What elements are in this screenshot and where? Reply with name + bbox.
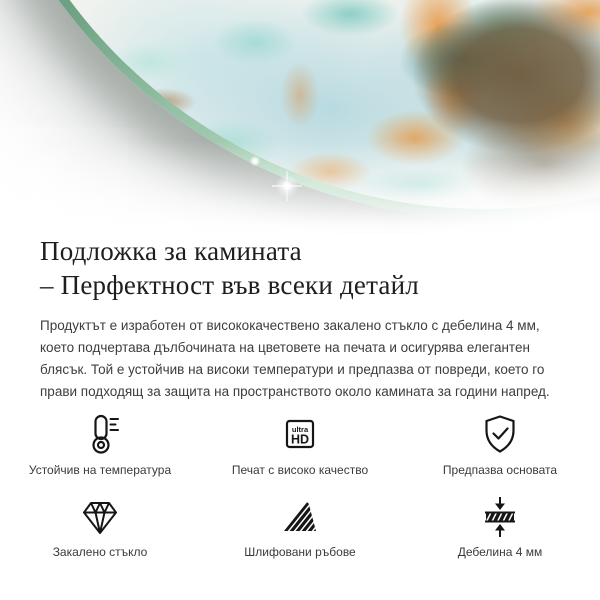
page-title-line1: Подложка за камината <box>40 236 302 266</box>
diamond-icon <box>78 494 122 538</box>
feature-temperature <box>0 412 200 477</box>
feature-tempered-glass <box>0 494 200 559</box>
thermometer-icon <box>78 412 122 456</box>
feature-thickness <box>400 494 600 559</box>
feature-label: Закалено стъкло <box>52 545 148 559</box>
svg-text:ultra: ultra <box>291 425 309 434</box>
feature-label: Шлифовани ръбове <box>244 545 356 559</box>
feature-print-quality <box>200 412 400 477</box>
sparkle-icon <box>249 155 261 167</box>
product-description: Продуктът е изработен от висококачествено закалено стъкло с дебелина 4 мм, което подчертава дълбочината на цветовете на печата и осигурява елегантен блясък. Той е устойчив на високи температури и предпазва от повреди, което го прави подходящ за защита на пространството около камината за години напред. <box>40 318 550 399</box>
sparkle-icon <box>272 171 302 201</box>
shield-check-icon <box>478 412 522 456</box>
feature-label: Печат с високо качество <box>231 463 369 477</box>
polished-edges-icon <box>278 494 322 538</box>
ultra-hd-icon <box>278 412 322 456</box>
thickness-icon <box>478 494 522 538</box>
product-info-section <box>0 234 600 403</box>
product-hero-image <box>0 0 600 234</box>
svg-text:HD: HD <box>290 432 310 447</box>
feature-polished-edges <box>200 494 400 559</box>
feature-label: Предпазва основата <box>442 463 558 477</box>
feature-label: Дебелина 4 мм <box>457 545 543 559</box>
feature-grid <box>0 412 600 559</box>
page-title <box>40 234 560 302</box>
page-title-line2: – Перфектност във всеки детайл <box>40 270 419 300</box>
feature-protects-base <box>400 412 600 477</box>
feature-label: Устойчив на температура <box>28 463 172 477</box>
